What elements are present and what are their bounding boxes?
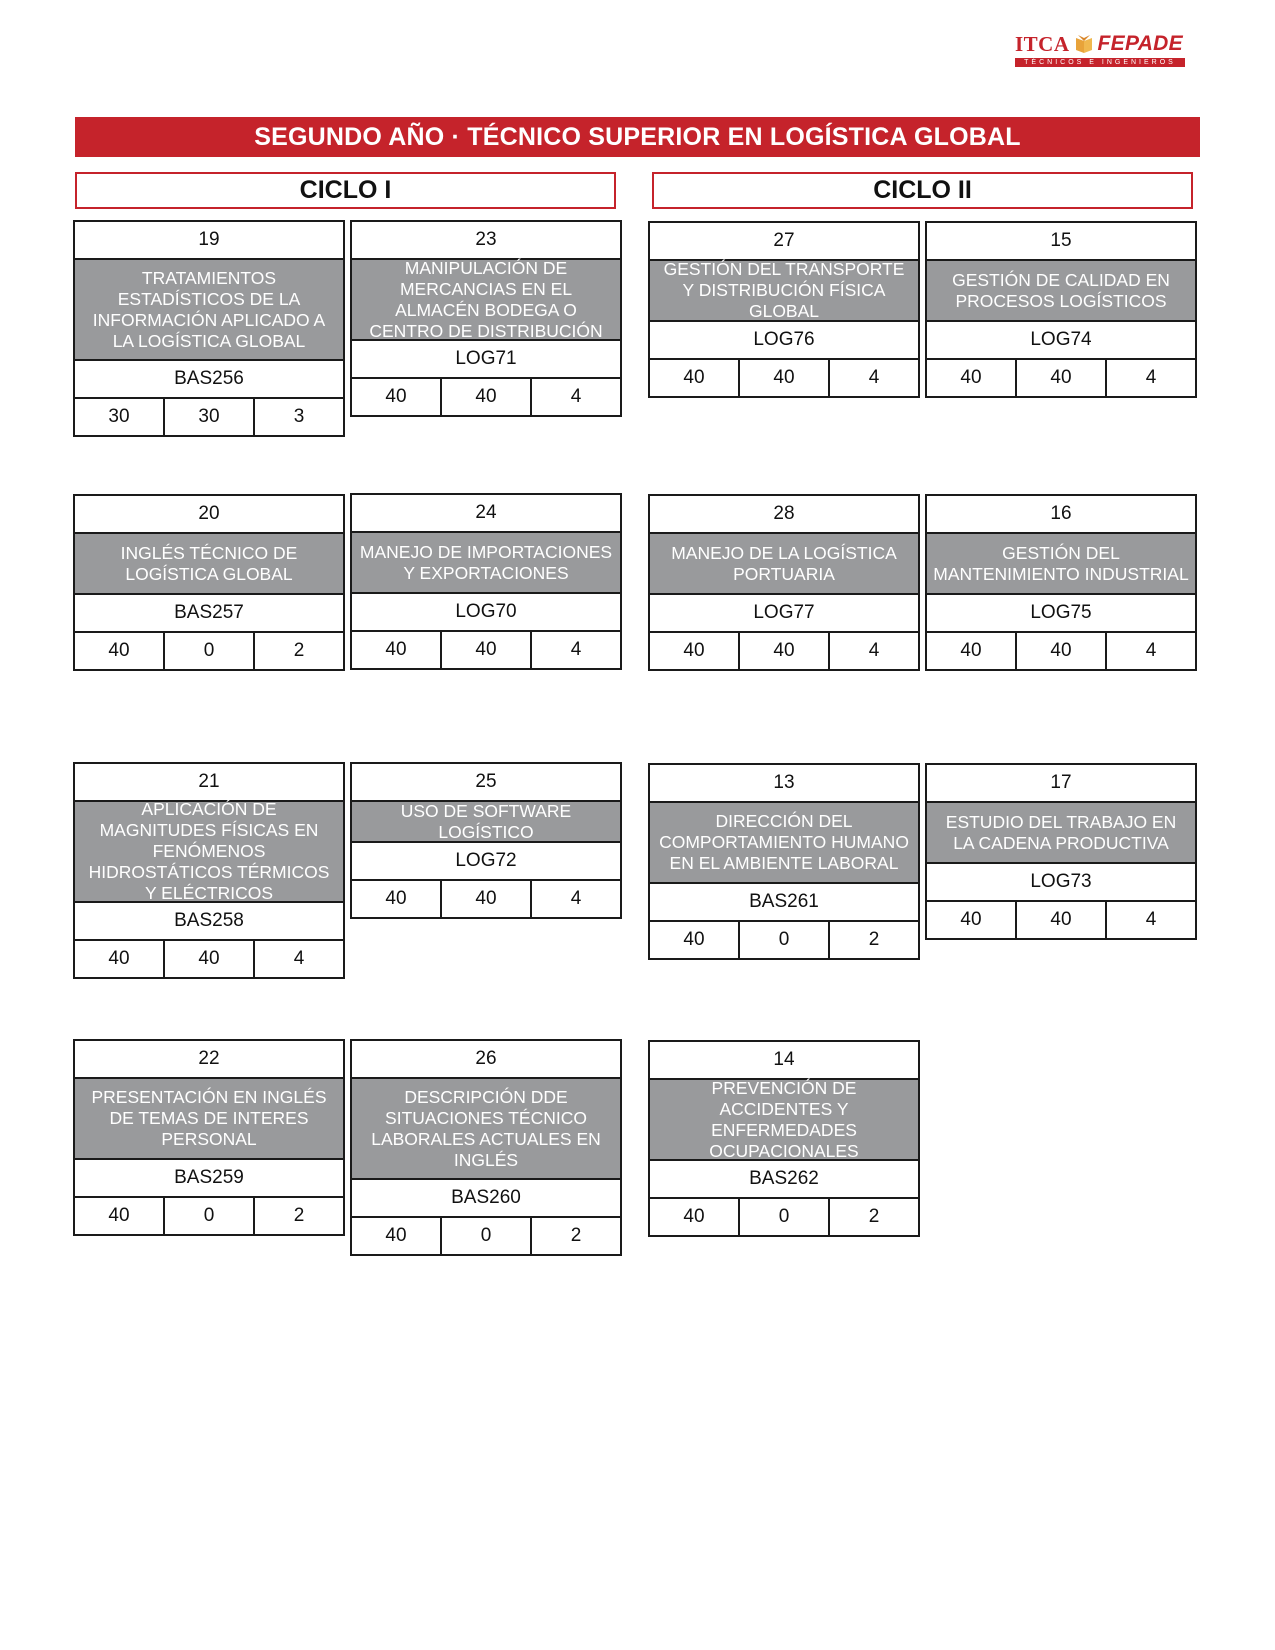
course-card bbox=[648, 763, 920, 960]
course-value-1: 40 bbox=[385, 1225, 407, 1246]
course-code: LOG70 bbox=[352, 594, 620, 632]
course-card bbox=[73, 1039, 345, 1236]
course-code: LOG76 bbox=[650, 322, 918, 360]
course-card bbox=[350, 220, 622, 417]
course-value-1: 40 bbox=[108, 948, 130, 969]
course-value-3: 4 bbox=[530, 632, 620, 668]
course-value-3: 3 bbox=[253, 399, 343, 435]
course-code: BAS260 bbox=[352, 1180, 620, 1218]
course-code: LOG71 bbox=[352, 341, 620, 379]
course-number: 26 bbox=[352, 1041, 620, 1079]
course-name: APLICACIÓN DE MAGNITUDES FÍSICAS EN FENÓMENOS HIDROSTÁTICOS TÉRMICOS Y ELÉCTRICOS bbox=[75, 802, 343, 903]
course-card bbox=[648, 221, 920, 398]
course-value-2: 0 bbox=[163, 633, 253, 669]
course-value-2: 40 bbox=[440, 379, 530, 415]
course-value-1: 40 bbox=[683, 929, 705, 950]
course-name: TRATAMIENTOS ESTADÍSTICOS DE LA INFORMACIÓN APLICADO A LA LOGÍSTICA GLOBAL bbox=[75, 260, 343, 361]
course-number: 16 bbox=[927, 496, 1195, 534]
course-card bbox=[925, 494, 1197, 671]
course-values bbox=[650, 1199, 918, 1235]
course-values bbox=[75, 941, 343, 977]
course-code: LOG73 bbox=[927, 864, 1195, 902]
course-card bbox=[73, 762, 345, 979]
cycle-1-heading: CICLO I bbox=[75, 172, 616, 209]
course-name: PRESENTACIÓN EN INGLÉS DE TEMAS DE INTERES PERSONAL bbox=[75, 1079, 343, 1160]
course-number: 14 bbox=[650, 1042, 918, 1080]
course-number: 21 bbox=[75, 764, 343, 802]
course-value-1: 40 bbox=[385, 386, 407, 407]
course-values bbox=[75, 399, 343, 435]
cycle-2-heading: CICLO II bbox=[652, 172, 1193, 209]
course-value-2: 40 bbox=[440, 881, 530, 917]
course-value-2: 40 bbox=[163, 941, 253, 977]
course-card bbox=[73, 494, 345, 671]
logo-itca-text: ITCA bbox=[1015, 31, 1070, 56]
course-value-1: 40 bbox=[108, 640, 130, 661]
course-code: LOG74 bbox=[927, 322, 1195, 360]
course-values bbox=[352, 632, 620, 668]
course-value-3: 4 bbox=[1105, 633, 1195, 669]
course-value-2: 0 bbox=[163, 1198, 253, 1234]
course-name: GESTIÓN DEL TRANSPORTE Y DISTRIBUCIÓN FÍSICA GLOBAL bbox=[650, 261, 918, 322]
course-number: 15 bbox=[927, 223, 1195, 261]
course-values bbox=[927, 633, 1195, 669]
course-value-2: 0 bbox=[440, 1218, 530, 1254]
course-name: DESCRIPCIÓN DDE SITUACIONES TÉCNICO LABORALES ACTUALES EN INGLÉS bbox=[352, 1079, 620, 1180]
course-name: DIRECCIÓN DEL COMPORTAMIENTO HUMANO EN EL AMBIENTE LABORAL bbox=[650, 803, 918, 884]
course-values bbox=[650, 360, 918, 396]
course-number: 24 bbox=[352, 495, 620, 533]
course-card bbox=[648, 494, 920, 671]
course-code: BAS256 bbox=[75, 361, 343, 399]
course-value-3: 2 bbox=[530, 1218, 620, 1254]
course-values bbox=[927, 360, 1195, 396]
course-name: MANEJO DE LA LOGÍSTICA PORTUARIA bbox=[650, 534, 918, 595]
course-values bbox=[927, 902, 1195, 938]
logo-fepade-text: FEPADE bbox=[1097, 32, 1183, 55]
course-value-3: 4 bbox=[530, 379, 620, 415]
course-card bbox=[925, 763, 1197, 940]
course-values bbox=[650, 633, 918, 669]
course-values bbox=[352, 1218, 620, 1254]
course-code: BAS259 bbox=[75, 1160, 343, 1198]
course-code: LOG77 bbox=[650, 595, 918, 633]
course-value-1: 40 bbox=[683, 367, 705, 388]
course-code: BAS262 bbox=[650, 1161, 918, 1199]
course-number: 27 bbox=[650, 223, 918, 261]
course-value-2: 40 bbox=[1015, 360, 1105, 396]
course-values bbox=[352, 881, 620, 917]
course-value-2: 40 bbox=[1015, 902, 1105, 938]
course-value-1: 40 bbox=[108, 1205, 130, 1226]
course-values bbox=[650, 922, 918, 958]
course-name: ESTUDIO DEL TRABAJO EN LA CADENA PRODUCTIVA bbox=[927, 803, 1195, 864]
course-values bbox=[352, 379, 620, 415]
course-code: LOG75 bbox=[927, 595, 1195, 633]
course-name: MANIPULACIÓN DE MERCANCIAS EN EL ALMACÉN BODEGA O CENTRO DE DISTRIBUCIÓN bbox=[352, 260, 620, 341]
course-number: 17 bbox=[927, 765, 1195, 803]
course-number: 28 bbox=[650, 496, 918, 534]
course-value-1: 40 bbox=[960, 909, 982, 930]
course-value-3: 2 bbox=[253, 633, 343, 669]
course-value-2: 0 bbox=[738, 1199, 828, 1235]
course-value-3: 2 bbox=[828, 1199, 918, 1235]
course-values bbox=[75, 1198, 343, 1234]
course-code: BAS257 bbox=[75, 595, 343, 633]
course-name: PREVENCIÓN DE ACCIDENTES Y ENFERMEDADES OCUPACIONALES bbox=[650, 1080, 918, 1161]
logo-tagline: TÉCNICOS E INGENIEROS bbox=[1015, 58, 1185, 67]
course-value-2: 40 bbox=[1015, 633, 1105, 669]
course-value-1: 30 bbox=[108, 406, 130, 427]
course-number: 23 bbox=[352, 222, 620, 260]
course-number: 13 bbox=[650, 765, 918, 803]
course-value-2: 30 bbox=[163, 399, 253, 435]
course-value-1: 40 bbox=[960, 640, 982, 661]
course-card bbox=[350, 1039, 622, 1256]
course-number: 19 bbox=[75, 222, 343, 260]
course-value-3: 2 bbox=[253, 1198, 343, 1234]
page-title: SEGUNDO AÑO · TÉCNICO SUPERIOR EN LOGÍSTICA GLOBAL bbox=[75, 117, 1200, 157]
course-value-2: 40 bbox=[440, 632, 530, 668]
course-value-1: 40 bbox=[960, 367, 982, 388]
course-value-3: 4 bbox=[253, 941, 343, 977]
course-code: LOG72 bbox=[352, 843, 620, 881]
book-emblem-icon bbox=[1074, 34, 1094, 54]
course-value-3: 4 bbox=[530, 881, 620, 917]
course-value-3: 4 bbox=[1105, 360, 1195, 396]
course-value-2: 0 bbox=[738, 922, 828, 958]
course-value-1: 40 bbox=[385, 639, 407, 660]
course-value-3: 4 bbox=[828, 360, 918, 396]
itca-fepade-logo bbox=[1015, 32, 1195, 68]
course-value-1: 40 bbox=[683, 1206, 705, 1227]
course-card bbox=[73, 220, 345, 437]
course-card bbox=[350, 762, 622, 919]
course-value-3: 2 bbox=[828, 922, 918, 958]
course-value-2: 40 bbox=[738, 360, 828, 396]
course-value-2: 40 bbox=[738, 633, 828, 669]
course-number: 22 bbox=[75, 1041, 343, 1079]
course-value-1: 40 bbox=[683, 640, 705, 661]
course-code: BAS258 bbox=[75, 903, 343, 941]
course-name: GESTIÓN DE CALIDAD EN PROCESOS LOGÍSTICOS bbox=[927, 261, 1195, 322]
course-number: 25 bbox=[352, 764, 620, 802]
course-value-1: 40 bbox=[385, 888, 407, 909]
course-card bbox=[925, 221, 1197, 398]
course-values bbox=[75, 633, 343, 669]
course-card bbox=[350, 493, 622, 670]
course-name: GESTIÓN DEL MANTENIMIENTO INDUSTRIAL bbox=[927, 534, 1195, 595]
course-name: INGLÉS TÉCNICO DE LOGÍSTICA GLOBAL bbox=[75, 534, 343, 595]
course-number: 20 bbox=[75, 496, 343, 534]
course-name: MANEJO DE IMPORTACIONES Y EXPORTACIONES bbox=[352, 533, 620, 594]
course-code: BAS261 bbox=[650, 884, 918, 922]
course-value-3: 4 bbox=[828, 633, 918, 669]
course-value-3: 4 bbox=[1105, 902, 1195, 938]
course-card bbox=[648, 1040, 920, 1237]
course-name: USO DE SOFTWARE LOGÍSTICO bbox=[352, 802, 620, 843]
